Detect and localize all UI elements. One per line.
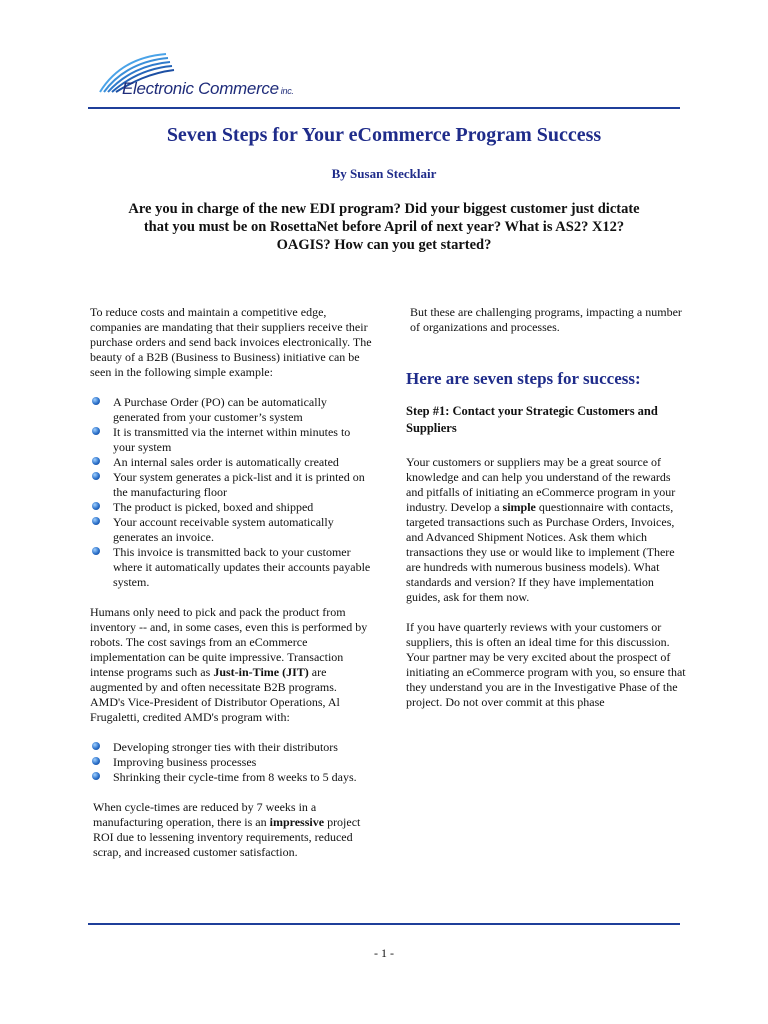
list-item-text: Your system generates a pick-list and it is printed on the manufacturing floor [113,470,365,499]
bullet-icon [92,427,100,435]
bullet-icon [92,472,100,480]
bullet-icon [92,397,100,405]
left-paragraph-2-start: Humans only need to pick and pack the product from inventory -- and, in some cases, even this is performed by robots. The cost savings from an eCommerce implementation can be quite impressive. Transaction intense programs such as [90,605,368,679]
list-item-text: An internal sales order is automatically created [113,455,339,469]
header-divider [88,107,680,109]
left-paragraph-3 [90,800,372,860]
list-item-text: Developing stronger ties with their distributors [113,740,338,754]
example-bullet-list [90,395,372,590]
list-item-text: Your account receivable system automatically generates an invoice. [113,515,334,544]
list-item-text: Improving business processes [113,755,257,769]
logo-suffix: inc. [280,86,294,96]
right-paragraph-2 [406,455,686,605]
left-column [90,305,372,860]
page-number: - 1 - [374,946,394,960]
company-logo [96,48,294,108]
byline: By Susan Stecklair [331,166,437,181]
list-item-text: Shrinking their cycle-time from 8 weeks to 5 days. [113,770,357,784]
logo-wordmark [122,79,294,99]
right-paragraph-2-start: Your customers or suppliers may be a great source of knowledge and can help you understand of the rewards and pitfalls of initiating an eCommerce program in your industry. Develop a [406,455,676,514]
list-item-text: The product is picked, boxed and shipped [113,500,314,514]
list-item [90,755,372,770]
list-item [90,500,372,515]
left-paragraph-2 [90,605,372,725]
right-paragraph-1: But these are challenging programs, impacting a number of organizations and processes. [410,305,682,334]
impressive-term: impressive [269,815,325,829]
list-item-text: A Purchase Order (PO) can be automatically generated from your customer’s system [113,395,327,424]
left-paragraph-3-end: project ROI due to lessening inventory requirements, reduced scrap, and increased customer satisfaction. [93,815,361,859]
bullet-icon [92,517,100,525]
list-item-text: It is transmitted via the internet within minutes to your system [113,425,351,454]
intro-paragraph: Are you in charge of the new EDI program? Did your biggest customer just dictate that you must be on RosettaNet before April of next year? What is AS2? X12? OAGIS? How can you get started? [128,201,640,253]
list-item [90,515,372,545]
list-item [90,545,372,590]
steps-heading: Here are seven steps for success: [406,369,641,388]
left-paragraph-1: To reduce costs and maintain a competitive edge, companies are mandating that their suppliers receive their purchase orders and send back invoices electronically. The beauty of a B2B (Business to Business) initiative can be seen in the following simple example: [90,305,372,379]
bullet-icon [92,457,100,465]
footer-divider [88,923,680,925]
list-item [90,740,372,755]
list-item [90,470,372,500]
simple-term: simple [502,500,536,514]
list-item [90,770,372,785]
bullet-icon [92,742,100,750]
right-paragraph-3: If you have quarterly reviews with your customers or suppliers, this is often an ideal time for this discussion. Your partner may be very excited about the prospect of initiating an eCommerce program with you, so ensure that they understand you are in the Investigative Phase of the project. Do not over commit at this phase [406,620,686,709]
jit-term: Just-in-Time (JIT) [213,665,309,679]
bullet-icon [92,547,100,555]
right-column [406,305,686,710]
step-1-heading: Step #1: Contact your Strategic Customers and Suppliers [406,404,658,435]
list-item [90,395,372,425]
left-paragraph-2-end: are augmented by and often necessitate B2B programs. AMD's Vice-President of Distributor Operations, Al Frugaletti, credited AMD's program with: [90,665,340,724]
bullet-icon [92,757,100,765]
logo-name: Electronic Commerce [122,79,279,98]
logo-swoosh-icon [96,48,286,108]
left-paragraph-3-start: When cycle-times are reduced by 7 weeks in a manufacturing operation, there is an [93,800,317,829]
right-paragraph-2-end: questionnaire with contacts, targeted transactions such as Purchase Orders, Invoices, and Advanced Shipment Notices. Ask them which transactions they use or would like to implement (There are hundreds with numerous business models). What standards and version? If they have implementation guides, ask for them now. [406,500,675,604]
list-item-text: This invoice is transmitted back to your customer where it automatically updates their accounts payable system. [113,545,371,589]
page-title: Seven Steps for Your eCommerce Program Success [166,124,602,146]
bullet-icon [92,502,100,510]
bullet-icon [92,772,100,780]
list-item [90,455,372,470]
list-item [90,425,372,455]
amd-bullet-list [90,740,372,785]
